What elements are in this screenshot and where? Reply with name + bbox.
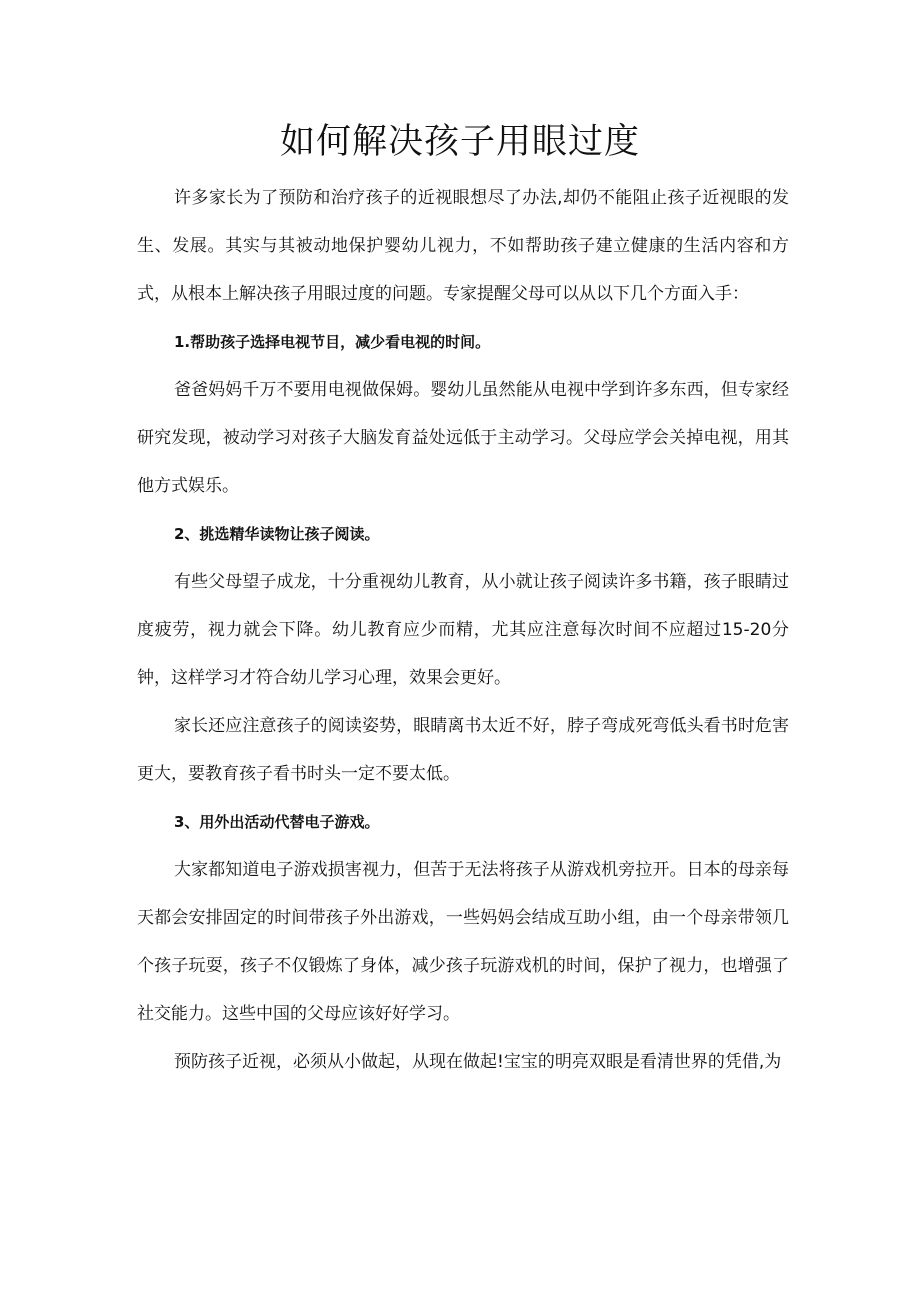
- document-body: [137, 174, 789, 1086]
- paragraph-tv: 爸爸妈妈千万不要用电视做保姆。婴幼儿虽然能从电视中学到许多东西，但专家经研究发现，被动学习对孩子大脑发育益处远低于主动学习。父母应学会关掉电视，用其他方式娱乐。: [137, 380, 789, 496]
- section-heading-2: 2、挑选精华读物让孩子阅读。: [174, 525, 380, 543]
- section-heading-3: 3、用外出活动代替电子游戏。: [174, 813, 380, 831]
- page-title: 如何解决孩子用眼过度: [279, 122, 640, 162]
- paragraph-reading: 有些父母望子成龙，十分重视幼儿教育，从小就让孩子阅读许多书籍，孩子眼睛过度疲劳，视力就会下降。幼儿教育应少而精，尤其应注意每次时间不应超过15-20分钟，这样学习才符合幼儿学习心理，效果会更好。: [137, 572, 789, 688]
- paragraph-outdoor: 大家都知道电子游戏损害视力，但苦于无法将孩子从游戏机旁拉开。日本的母亲每天都会安排固定的时间带孩子外出游戏，一些妈妈会结成互助小组，由一个母亲带领几个孩子玩耍，孩子不仅锻炼了身体，减少孩子玩游戏机的时间，保护了视力，也增强了社交能力。这些中国的父母应该好好学习。: [137, 860, 789, 1024]
- paragraph-conclusion: 预防孩子近视，必须从小做起，从现在做起!宝宝的明亮双眼是看清世界的凭借,为: [174, 1052, 782, 1072]
- paragraph-posture: 家长还应注意孩子的阅读姿势，眼睛离书太近不好，脖子弯成死弯低头看书时危害更大，要教育孩子看书时头一定不要太低。: [137, 716, 789, 784]
- section-heading-1: 1.帮助孩子选择电视节目，减少看电视的时间。: [174, 333, 491, 351]
- paragraph-intro: 许多家长为了预防和治疗孩子的近视眼想尽了办法,却仍不能阻止孩子近视眼的发生、发展。其实与其被动地保护婴幼儿视力，不如帮助孩子建立健康的生活内容和方式，从根本上解决孩子用眼过度的问题。专家提醒父母可以从以下几个方面入手：: [137, 188, 789, 304]
